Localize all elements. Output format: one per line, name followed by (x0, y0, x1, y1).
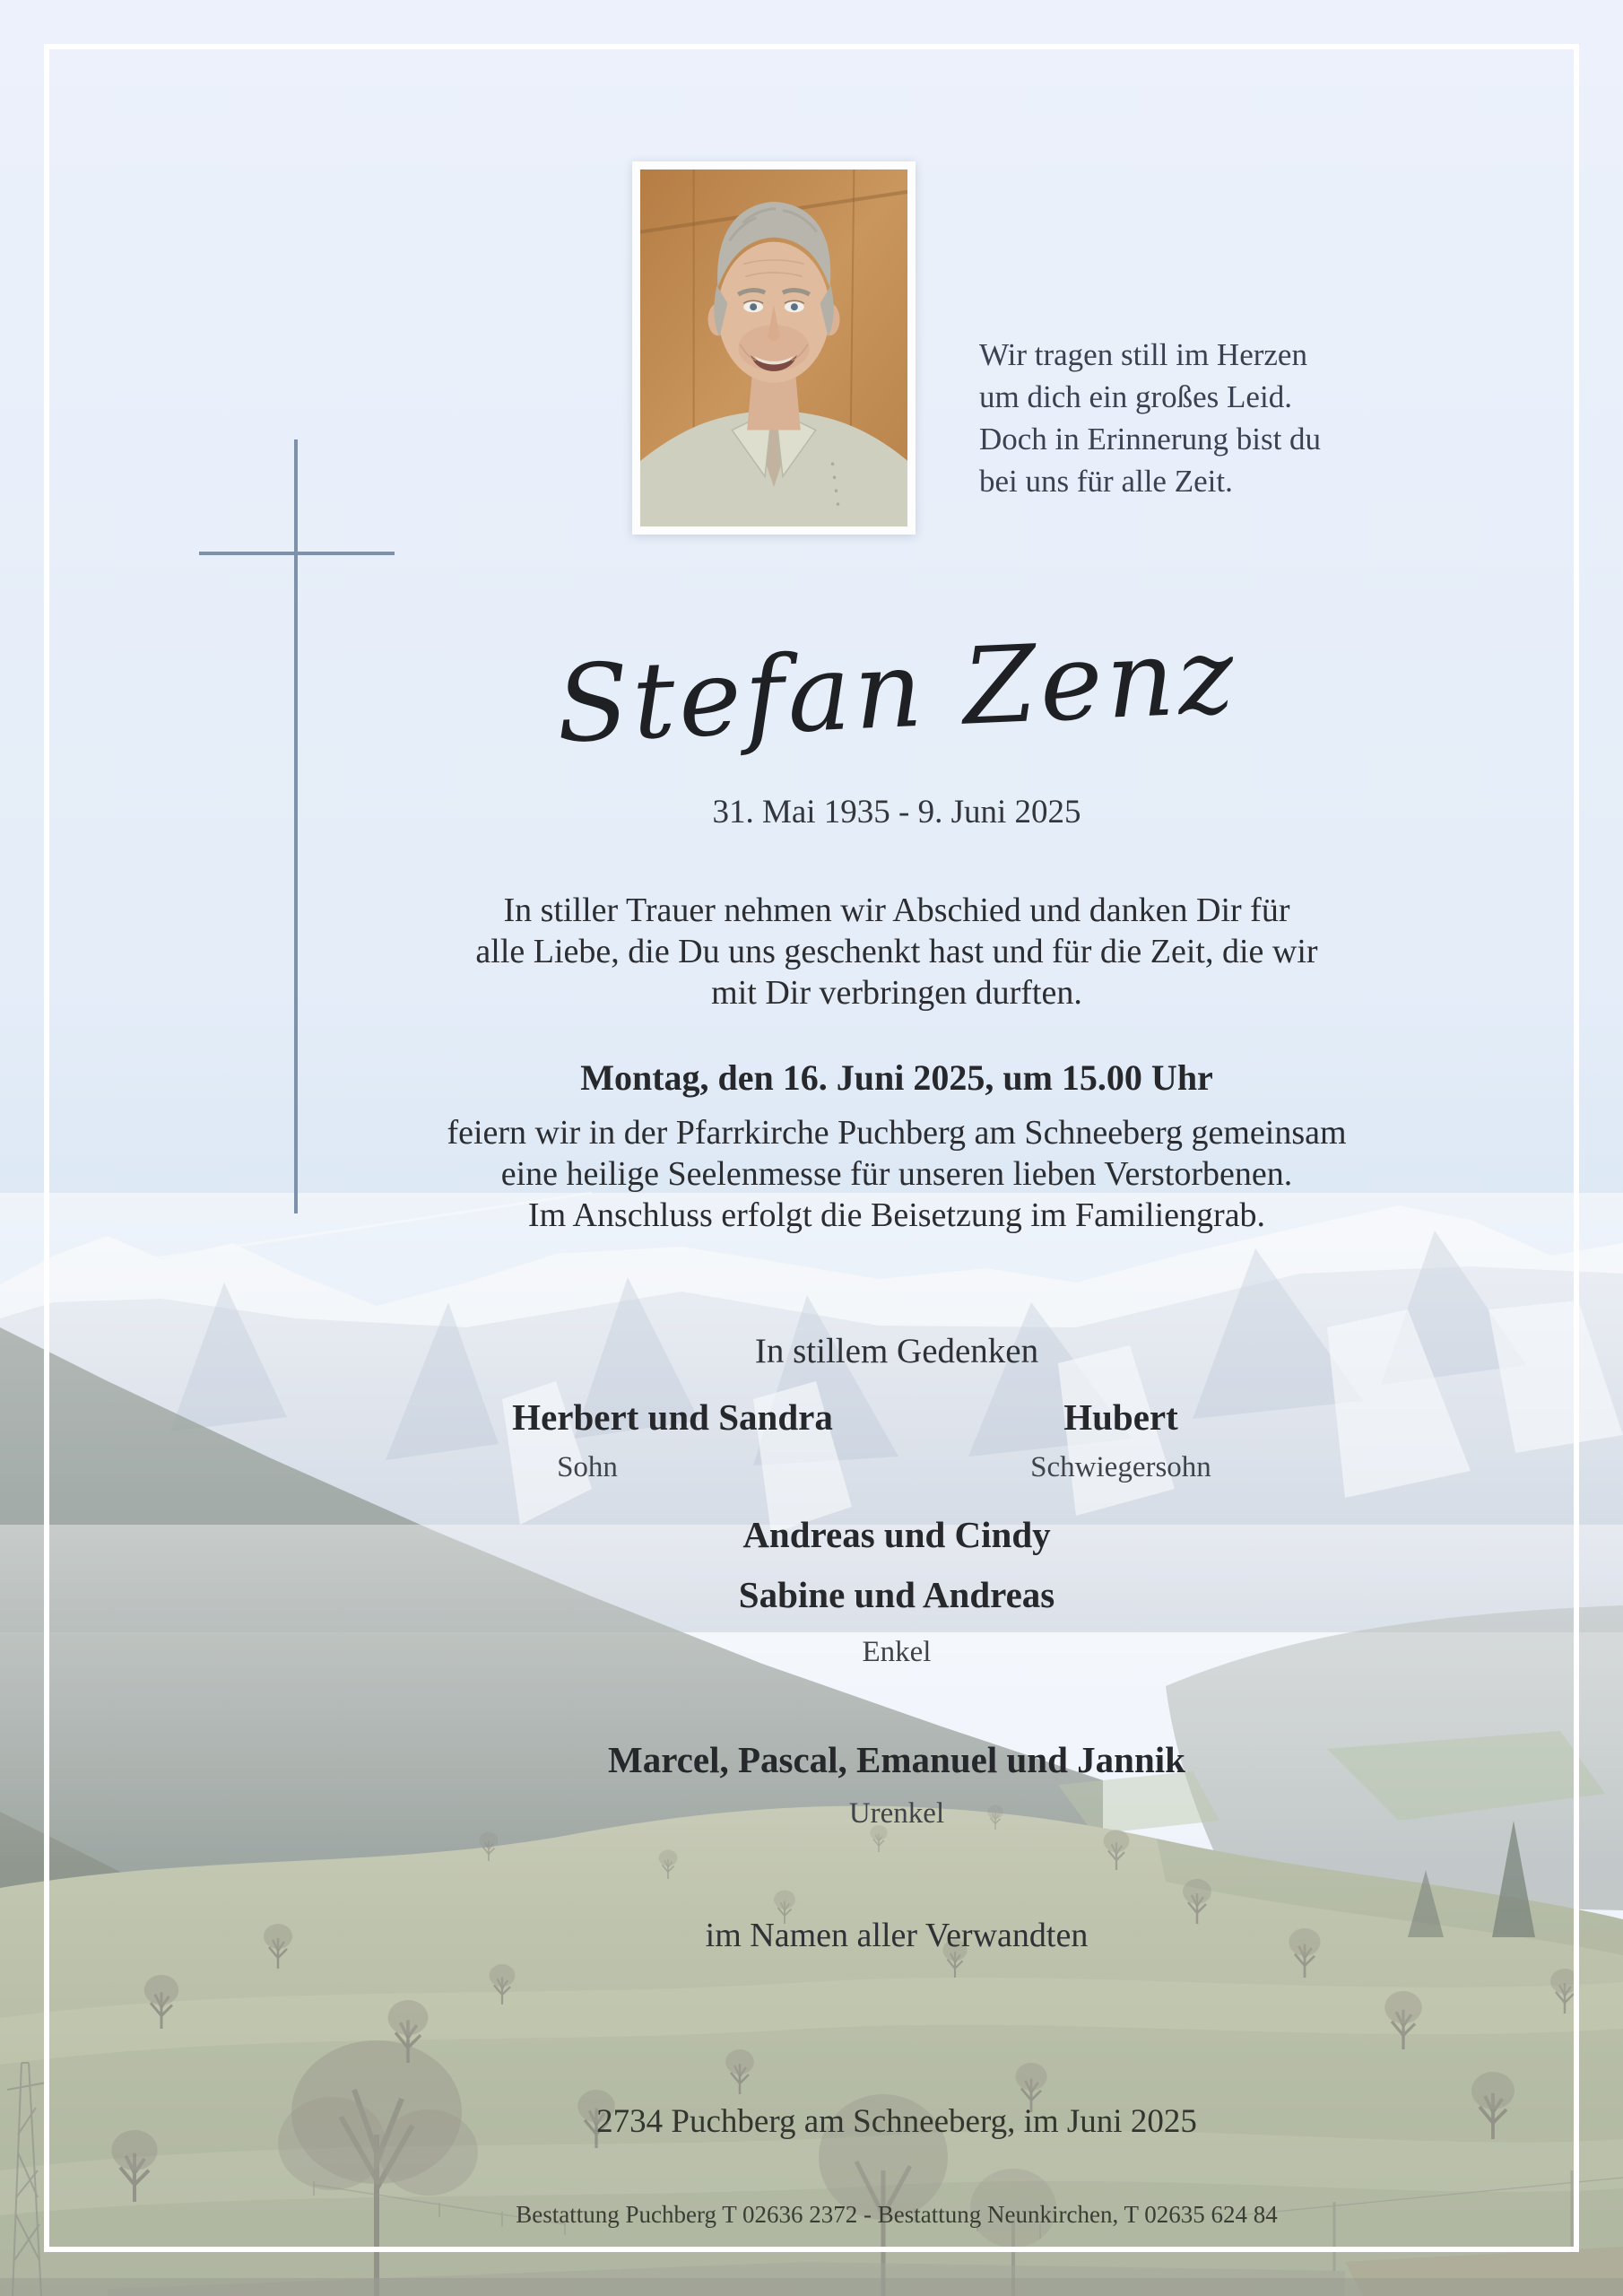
farewell-line: In stiller Trauer nehmen wir Abschied und danken Dir für (503, 891, 1290, 929)
mourner-relation: Schwiegersohn (1030, 1451, 1211, 1483)
farewell-line: alle Liebe, die Du uns geschenkt hast und für die Zeit, die wir (475, 933, 1318, 970)
mourner-relation: Urenkel (848, 1797, 945, 1830)
portrait-photo (632, 161, 916, 535)
mourner-grandchildren (170, 1505, 1623, 1669)
service-line: Im Anschluss erfolgt die Beisetzung im Familiengrab. (527, 1196, 1266, 1234)
service-line: eine heilige Seelenmesse für unseren lieben Verstorbenen. (500, 1155, 1293, 1193)
mourner-relation: Sohn (557, 1451, 618, 1483)
mourner-son-in-law (897, 1396, 1345, 1484)
deceased-name: Stefan Zenz (553, 613, 1240, 767)
remembrance-heading: In stillem Gedenken (754, 1332, 1039, 1370)
mourner-names: Herbert und Sandra (512, 1396, 833, 1438)
epigraph (979, 334, 1392, 502)
mourner-names: Sabine und Andreas (738, 1574, 1055, 1615)
epigraph-line: bei uns für alle Zeit. (979, 464, 1233, 499)
place-and-date: 2734 Puchberg am Schneeberg, im Juni 2025 (596, 2103, 1197, 2140)
funeral-home-contact: Bestattung Puchberg T 02636 2372 - Bestattung Neunkirchen, T 02635 624 84 (516, 2201, 1278, 2228)
service-line: feiern wir in der Pfarrkirche Puchberg am Schneeberg gemeinsam (447, 1114, 1347, 1152)
mourner-names: Hubert (1063, 1396, 1178, 1438)
epigraph-line: Doch in Erinnerung bist du (979, 422, 1322, 457)
portrait-illustration (640, 170, 907, 526)
cross-horizontal-bar (199, 552, 395, 555)
service-datetime: Montag, den 16. Juni 2025, um 15.00 Uhr (580, 1057, 1213, 1098)
service-details (170, 1112, 1623, 1236)
mourners-row (170, 1396, 1623, 1484)
closing-line: im Namen aller Verwandten (705, 1917, 1089, 1954)
epigraph-line: Wir tragen still im Herzen (979, 337, 1307, 372)
mourner-relation: Enkel (862, 1636, 932, 1668)
mourner-son (448, 1396, 897, 1484)
farewell-text (170, 890, 1623, 1013)
mourner-names: Andreas und Cindy (742, 1514, 1051, 1555)
mourner-names: Marcel, Pascal, Emanuel und Jannik (608, 1739, 1185, 1780)
mourner-great-grandchildren (170, 1738, 1623, 1831)
epigraph-line: um dich ein großes Leid. (979, 379, 1292, 414)
life-dates: 31. Mai 1935 - 9. Juni 2025 (712, 794, 1081, 831)
farewell-line: mit Dir verbringen durften. (711, 974, 1082, 1012)
